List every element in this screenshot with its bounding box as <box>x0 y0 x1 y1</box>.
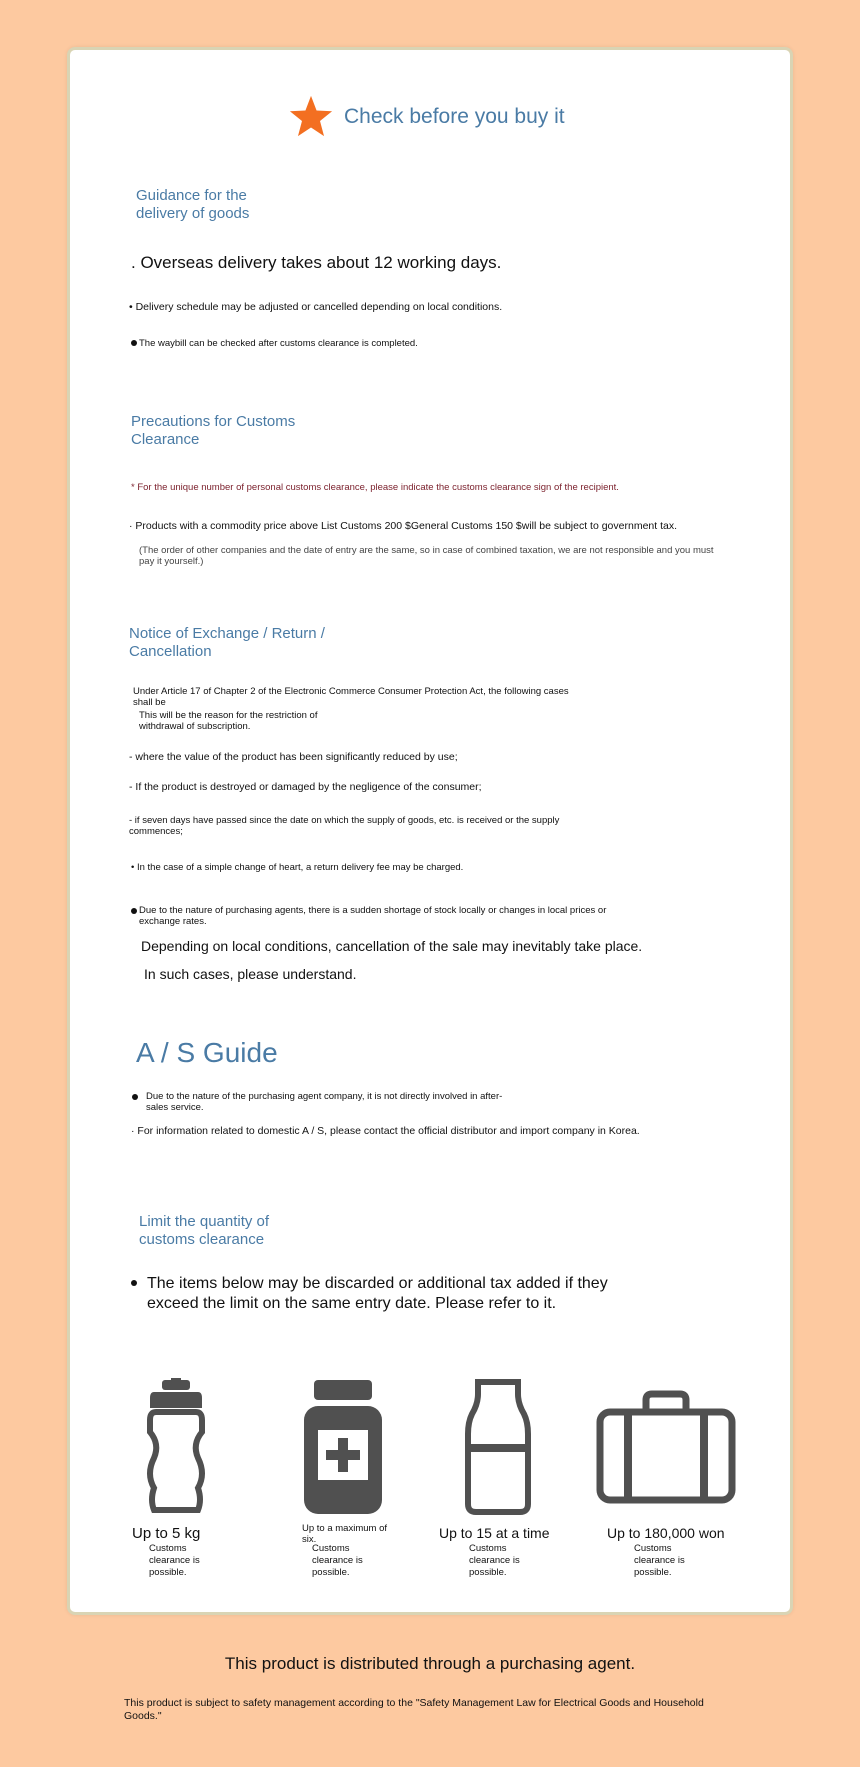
exchange-item-5-row <box>131 905 631 927</box>
exchange-note-1: Depending on local conditions, cancellation of the sale may inevitably take place. <box>141 938 643 954</box>
customs-line-2: · Products with a commodity price above List Customs 200 $General Customs 150 $will be subject to government tax. <box>129 520 678 532</box>
delivery-heading: Guidance for the delivery of goods <box>136 187 250 222</box>
exchange-item-2: - If the product is destroyed or damaged by the negligence of the consumer; <box>129 781 482 793</box>
bullet-icon <box>132 1094 138 1100</box>
footer-main: This product is distributed through a purchasing agent. <box>224 1654 636 1673</box>
limit-heading: Limit the quantity of customs clearance <box>139 1213 270 1248</box>
exchange-heading: Notice of Exchange / Return / Cancellation <box>129 625 325 660</box>
bullet-icon <box>131 340 137 346</box>
page-header <box>288 92 565 142</box>
limit-item-3-sub: Customs clearance is possible. <box>469 1543 520 1578</box>
limit-item-4-sub: Customs clearance is possible. <box>634 1543 685 1578</box>
customs-line-3: (The order of other companies and the date of entry are the same, so in case of combined taxation, we are not responsible and you must pay it yourself.) <box>139 545 714 567</box>
exchange-item-4: • In the case of a simple change of heart, a return delivery fee may be charged. <box>131 862 464 873</box>
customs-line-1: * For the unique number of personal customs clearance, please indicate the customs clearance sign of the recipient. <box>131 482 619 493</box>
as-guide-heading: A / S Guide <box>136 1037 278 1068</box>
exchange-intro-2: This will be the reason for the restriction of withdrawal of subscription. <box>139 710 318 732</box>
as-guide-line-1: Due to the nature of the purchasing agent company, it is not directly involved in after-sales service. <box>146 1091 503 1113</box>
delivery-line-1: . Overseas delivery takes about 12 working days. <box>131 253 502 272</box>
exchange-item-5: Due to the nature of purchasing agents, there is a sudden shortage of stock locally or changes in local prices or exchange rates. <box>139 905 607 927</box>
bullet-icon <box>131 1280 137 1286</box>
limit-line-1: The items below may be discarded or additional tax added if they exceed the limit on the same entry date. Please refer to it. <box>147 1275 608 1312</box>
limit-item-2-sub: Customs clearance is possible. <box>312 1543 363 1578</box>
exchange-item-3: - if seven days have passed since the date on which the supply of goods, etc. is received or the supply commences; <box>129 815 560 837</box>
limit-item-1-sub: Customs clearance is possible. <box>149 1543 200 1578</box>
exchange-note-2: In such cases, please understand. <box>144 966 357 982</box>
medicine-bottle-icon <box>302 1380 384 1516</box>
delivery-line-2: • Delivery schedule may be adjusted or cancelled depending on local conditions. <box>129 301 503 313</box>
limit-item-1-main: Up to 5 kg <box>132 1525 201 1542</box>
water-bottle-icon <box>140 1378 212 1516</box>
customs-heading: Precautions for Customs Clearance <box>131 413 296 448</box>
limit-item-2-main: Up to a maximum of six. <box>302 1523 387 1545</box>
as-guide-line-1-row <box>132 1091 522 1113</box>
milk-bottle-icon <box>464 1378 532 1516</box>
page-title: Check before you buy it <box>344 105 565 128</box>
bullet-icon <box>131 908 137 914</box>
footer-sub: This product is subject to safety management according to the "Safety Management Law for Electrical Goods and Household Goods." <box>124 1697 704 1722</box>
exchange-intro-1: Under Article 17 of Chapter 2 of the Electronic Commerce Consumer Protection Act, the following cases shall be <box>133 686 569 708</box>
suitcase-icon <box>596 1390 736 1506</box>
limit-item-3-main: Up to 15 at a time <box>439 1525 550 1541</box>
delivery-line-3: The waybill can be checked after customs clearance is completed. <box>139 338 418 349</box>
delivery-line-3-row <box>131 338 418 349</box>
as-guide-line-2: · For information related to domestic A / S, please contact the official distributor and import company in Korea. <box>131 1125 640 1137</box>
limit-line-1-row <box>131 1274 611 1314</box>
star-icon <box>288 94 334 140</box>
limit-item-4-main: Up to 180,000 won <box>607 1525 725 1541</box>
exchange-item-1: - where the value of the product has been significantly reduced by use; <box>129 751 458 763</box>
